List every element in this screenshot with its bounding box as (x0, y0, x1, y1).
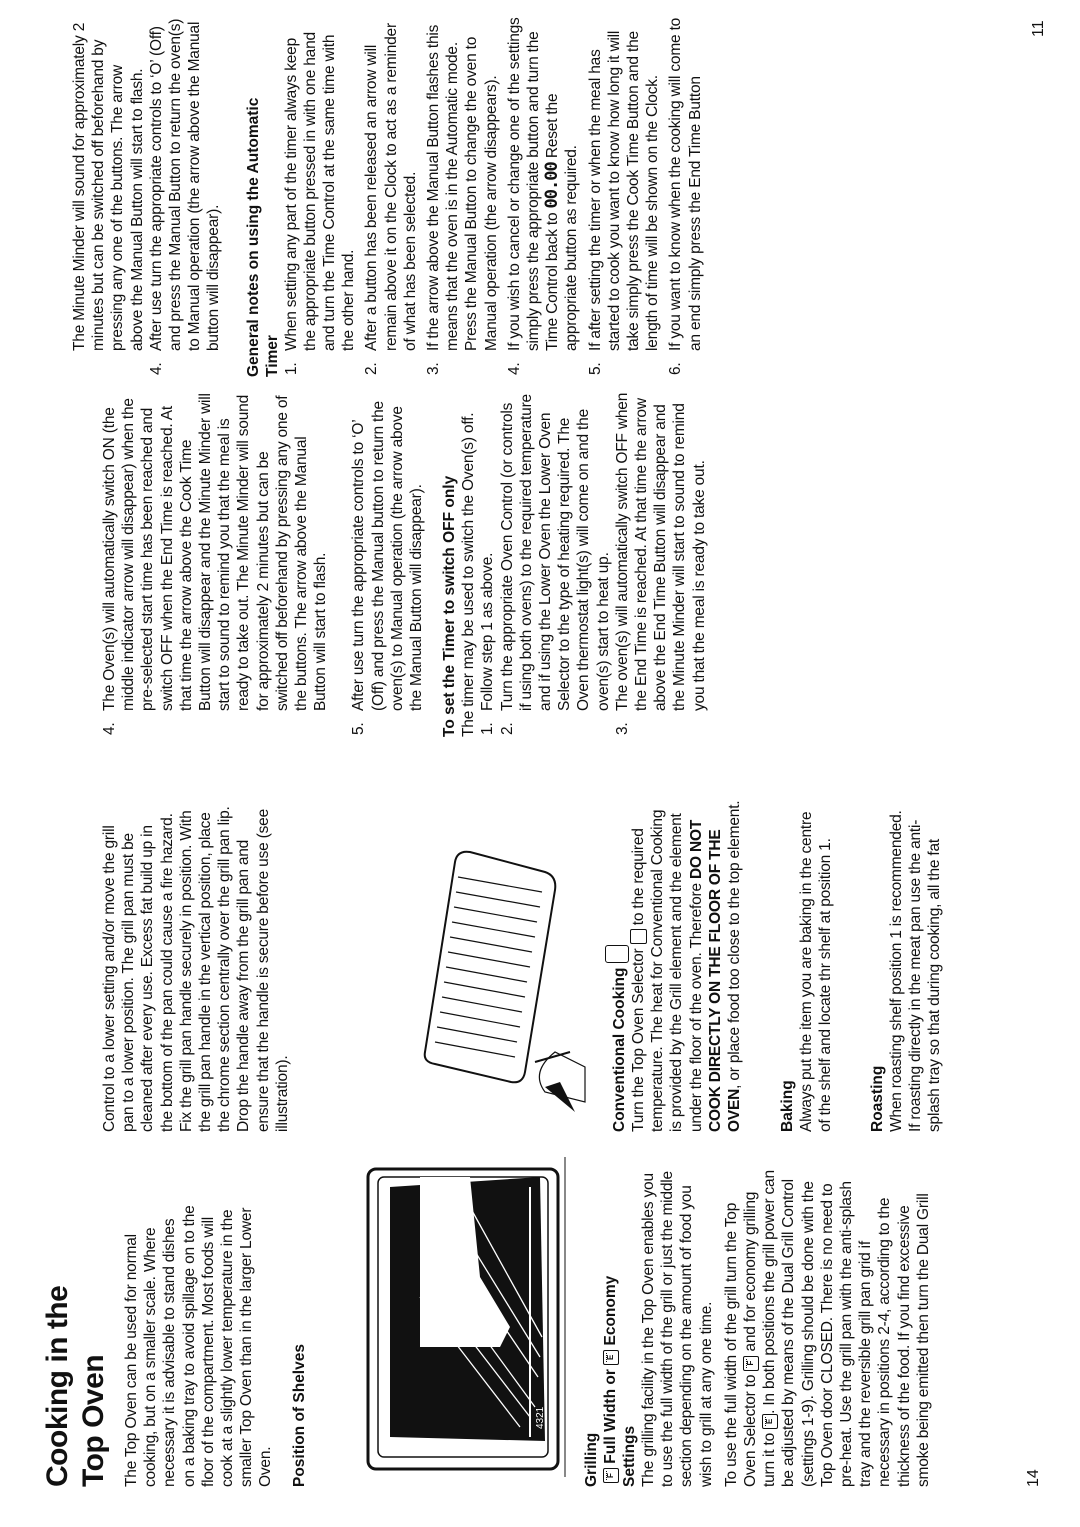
conventional-cooking-icon (605, 945, 629, 963)
minute-minder-para: The Minute Minder will sound for approximately 2 minutes but can be switched off beforehand by pressing any one of the buttons. The arrow above the Manual Button will start to flash. (71, 22, 146, 351)
list-text: After use turn the appropriate controls to ‘O’ (Off) and press the Manual Button to return the oven(s) to Manual operation (the arrow above the Manual button will disappear). (147, 18, 223, 351)
grilling-para2-a: To use the full width of the grill turn the Top Oven Selector to (722, 1202, 760, 1487)
grilling-heading: Grilling (583, 1432, 600, 1487)
page-title-line1: Cooking in the (41, 1285, 74, 1487)
general-notes-list (282, 17, 705, 377)
economy-grill-icon-inline: E (762, 1414, 778, 1429)
grill-cont-para1: Control to a lower setting and/or move the grill pan to a lower position. The grill pan must be cleaned after every use. Excess fat build up in the bottom of the pan could cause a fire hazard. (101, 813, 176, 1132)
list-item (613, 392, 709, 737)
list-number: 3. (425, 362, 443, 375)
left-page-column-2 (0, 782, 1080, 1132)
list-number: 4. (147, 362, 165, 375)
full-grill-icon-inline: F (743, 1356, 759, 1371)
grilling-subheading-a: Full Width or (602, 1369, 619, 1464)
list-text: Reset the appropriate button as required. (544, 93, 581, 351)
grilling-subheading-b: Economy (602, 1275, 619, 1346)
list-number: 2. (363, 362, 381, 375)
grilling-subheading-c: Settings (621, 1425, 638, 1487)
right-page-column-2 (0, 7, 1080, 377)
list-item (424, 17, 501, 377)
grilling-para2-c: . In both positions the grill power can be adjusted by means of the Dual Grill Control (settings 1-9). Grilling should be done with the Top Oven door CLOSED. There is no need to pre-heat. Use the grill pan with the anti-splash tray and the reversible grill pan grid if necessary in positions 2-4, according to the thickness of the food. If you find excessive smoke being emitted then turn the Dual Grill (761, 1170, 932, 1487)
intro-paragraph: The Top Oven can be used for normal cooking, but on a smaller scale. Where necessary it is advisable to stand dishes on a baking tray to avoid spillage on to the floor of the compartment. Most foods will cook at a slightly lower temperature in the smaller Top Oven than in the larger Lower Oven. (123, 1205, 275, 1487)
list-text: After a button has been released an arrow will remain above it on the Clock to act as a reminder of what has been selected. (363, 23, 419, 351)
conventional-para-a: Turn the Top Oven Selector (630, 948, 647, 1132)
list-item (147, 17, 224, 377)
list-number: 3. (613, 722, 631, 735)
list-text: If you want to know when the cooking will come to an end simply press the End Time Button (667, 17, 704, 351)
clock-display-zero: 00.00 (542, 162, 563, 209)
list-number: 1. (282, 362, 300, 375)
list-number: 4. (101, 722, 118, 735)
baking-heading: Baking (779, 1080, 797, 1132)
list-item (478, 392, 497, 737)
switch-off-steps (478, 392, 708, 737)
list-item (349, 392, 426, 737)
page-number-right: 11 (1030, 20, 1047, 37)
roasting-heading: Roasting (868, 1065, 886, 1132)
list-text: The Oven(s) will automatically switch ON (the middle indicator arrow will disappear) when the pre-selected start time has been reached and switch OFF when the End Time is reached. At that time the arrow above the Cook Time Button will disappear and the Minute Minder will start to sound to remind you that the meal is ready to take out. The Minute Minder will sound for approximately 2 minutes but can be switched off beforehand by pressing any one of the buttons. The arrow above the Manual Button will start to flash. (101, 393, 330, 711)
svg-text:4321: 4321 (535, 1406, 546, 1429)
conventional-para-c: , or place food too close to the top element. (726, 800, 744, 1089)
conventional-cooking-heading (605, 792, 629, 1132)
left-page-column-1 (0, 1167, 1080, 1517)
grill-pan-handle-illustration (395, 812, 590, 1112)
list-text: If you wish to cancel or change one of the settings simply press the appropriate button and turn the Time Control back to (505, 17, 562, 351)
list-item (586, 17, 663, 377)
list-item (100, 392, 330, 737)
position-of-shelves-heading: Position of Shelves (290, 1344, 308, 1487)
switch-off-intro: The timer may be used to switch the Oven(s) off. (460, 412, 478, 737)
conventional-para (629, 796, 744, 1132)
list-text: If after setting the timer or when the meal has started to cook you want to know how long it will take simply press the Cook Time Button and the length of time will be shown on the Clock. (586, 30, 662, 351)
list-number: 4. (505, 362, 523, 375)
switch-off-heading: To set the Timer to switch OFF only (441, 475, 459, 737)
list-number: 6. (667, 362, 685, 375)
list-number: 5. (350, 722, 368, 735)
page-title-line2: Top Oven (77, 1354, 110, 1487)
conventional-cooking-heading-text: Conventional Cooking (611, 967, 628, 1132)
grill-cont-para2: Fix the grill pan handle securely in position. With the grill pan handle in the vertical position, place the chrome section centrally over the grill pan lip. Drop the handle away from the grill pan and ensure that the handle is secure before use (see illustration). (177, 806, 291, 1132)
list-text: The oven(s) will automatically switch OFF when the End Time is reached. At that time the arrow above the End Time Button will disappear and the Minute Minder will start to sound to remind you that the meal is ready to take out. (613, 392, 708, 711)
list-text: Turn the appropriate Oven Control (or controls if using both ovens) to the required temperature and if using the Lower Oven the Lower Oven Selector to the type of heating required. The Oven thermostat light(s) will come on and the oven(s) start to heat up. (498, 394, 612, 711)
economy-grill-icon: E (603, 1350, 619, 1365)
full-grill-icon: F (603, 1468, 619, 1483)
grilling-para2 (722, 1169, 933, 1487)
list-number: 5. (586, 362, 604, 375)
list-item (282, 17, 359, 377)
list-text: When setting any part of the timer always keep the appropriate button pressed in with one hand and turn the Time Control at the same time with the other hand. (282, 32, 358, 351)
roasting-para: When roasting shelf position 1 is recommended. If roasting directly in the meat pan use the anti-splash tray so that during cooking, all the fat (887, 810, 944, 1132)
list-text: After use turn the appropriate controls to ‘O’ (Off) and press the Manual button to return the oven(s) to Manual operation (the arrow above the Manual Button will disappear). (350, 401, 426, 711)
list-text: If the arrow above the Manual Button flashes this means that the oven is in the Automatic mode. Press the Manual Button to change the oven to Manual operation (the arrow disappears). (425, 24, 500, 351)
list-text: Follow step 1 as above. (479, 552, 497, 711)
conventional-warning: DO NOT COOK DIRECTLY ON THE FLOOR OF THE OVEN (687, 819, 744, 1132)
list-item (505, 17, 582, 377)
list-number: 2. (498, 722, 516, 735)
right-page-column-1 (0, 387, 1080, 737)
conventional-para-b: to the required temperature. The heat for Conventional Cooking is provided by the Grill element and the element under the floor of the oven. Therefore (630, 809, 705, 1132)
page-number-left: 14 (1025, 1469, 1042, 1487)
list-item (498, 392, 613, 737)
list-item (362, 17, 420, 377)
grilling-para2-b: and for economy grilling turn it to (742, 1191, 779, 1487)
grilling-para1: The grilling facility in the Top Oven enables you to use the full width of the grill or just the middle section depending on the amount of food you wish to grill at any one time. (640, 1171, 715, 1487)
baking-para: Always put the item you are baking in the centre of the shelf and locate thr shelf at position 1. (798, 811, 835, 1132)
list-number: 1. (479, 722, 497, 735)
selector-conventional-icon (630, 929, 647, 944)
oven-shelf-illustration (360, 1157, 570, 1477)
list-item (666, 17, 704, 377)
general-notes-heading: General notes on using the Automatic Timer (244, 97, 281, 377)
